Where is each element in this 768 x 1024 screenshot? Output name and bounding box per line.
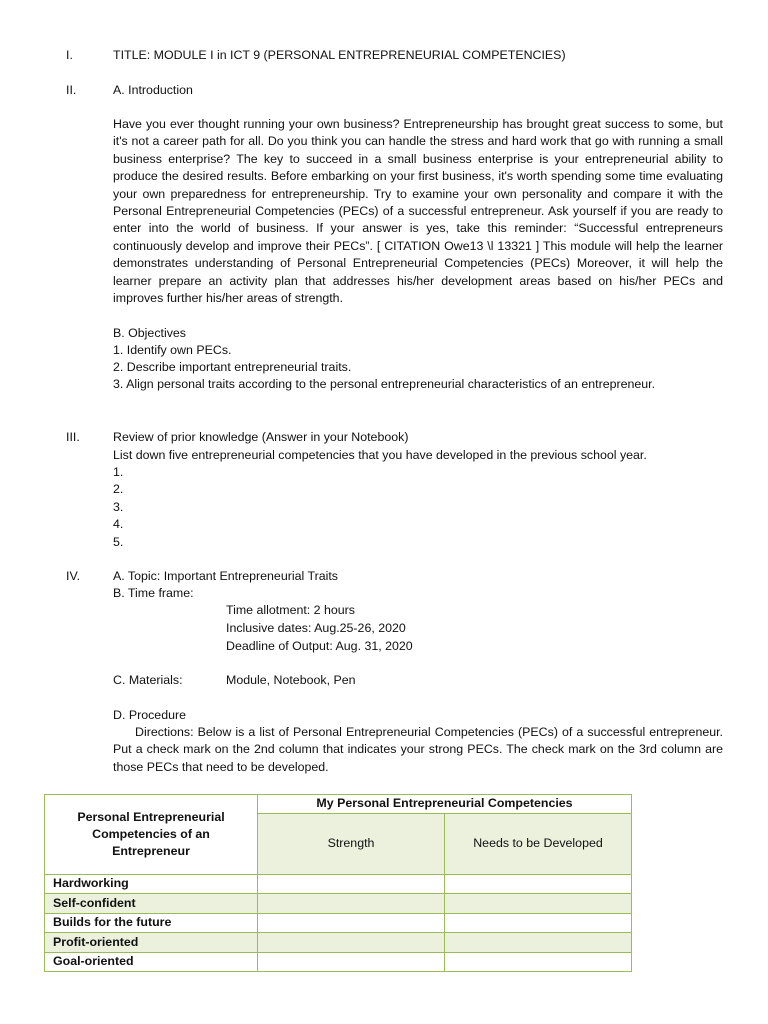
pec-table <box>44 794 632 972</box>
answer-blank: 1. <box>113 465 124 479</box>
needs-development-check-cell[interactable] <box>445 875 632 894</box>
col1-header: Personal Entrepreneurial Competencies of an Entrepreneur <box>45 795 258 875</box>
table-row <box>45 875 632 894</box>
review-instruction: List down five entrepreneurial competencies that you have developed in the previous school year. <box>113 448 647 462</box>
answer-blank: 5. <box>113 535 124 549</box>
time-allotment: Time allotment: 2 hours <box>226 603 356 617</box>
needs-development-header: Needs to be Developed <box>445 814 632 875</box>
materials-value: Module, Notebook, Pen <box>226 673 356 687</box>
introduction-heading: A. Introduction <box>113 83 193 97</box>
objective-item: 3. Align personal traits according to the personal entrepreneurial characteristics of an entrepreneur. <box>113 377 656 391</box>
strength-header: Strength <box>258 814 445 875</box>
directions-paragraph: Directions: Below is a list of Personal Entrepreneurial Competencies (PECs) of a successful entrepreneur. Put a check mark on the 2nd column that indicates your strong PECs. The check mark on the 3rd column are those PECs that need to be developed. <box>113 725 723 774</box>
section-4-numeral: IV. <box>66 569 81 583</box>
table-row <box>45 894 632 913</box>
strength-check-cell[interactable] <box>258 875 445 894</box>
trait-cell: Hardworking <box>45 875 258 894</box>
section-2-numeral: II. <box>66 83 77 97</box>
review-heading: Review of prior knowledge (Answer in your Notebook) <box>113 430 409 444</box>
group-header: My Personal Entrepreneurial Competencies <box>258 795 632 814</box>
module-title: TITLE: MODULE I in ICT 9 (PERSONAL ENTREPRENEURIAL COMPETENCIES) <box>113 48 566 62</box>
timeframe-label: B. Time frame: <box>113 586 194 600</box>
needs-development-check-cell[interactable] <box>445 894 632 913</box>
objective-item: 2. Describe important entrepreneurial traits. <box>113 360 352 374</box>
answer-blank: 3. <box>113 500 124 514</box>
answer-blank: 2. <box>113 482 124 496</box>
table-row <box>45 913 632 932</box>
deadline: Deadline of Output: Aug. 31, 2020 <box>226 639 413 653</box>
strength-check-cell[interactable] <box>258 913 445 932</box>
introduction-paragraph: Have you ever thought running your own business? Entrepreneurship has brought great success to some, but it's not a career path for all. Do you think you can handle the stress and hard work that go with running a small business enterprise? The key to succeed in a small business enterprise is your entrepreneurial ability to produce the desired results. Before embarking on your first business, it's worth spending some time evaluating your own preparedness for entrepreneurship. Try to examine your own personality and compare it with the Personal Entrepreneurial Competencies (PECs) of a successful entrepreneur. Ask yourself if you are ready to enter into the world of business. If your answer is yes, take this reminder: “Successful entrepreneurs continuously develop and improve their PECs”. [ CITATION Owe13 \l 13321 ] This module will help the learner demonstrates understanding of Personal Entrepreneurial Competencies (PECs) Moreover, it will help the learner prepare an activity plan that addresses his/her development areas based on his/her PECs and improves further his/her areas of strength. <box>113 117 723 306</box>
inclusive-dates: Inclusive dates: Aug.25-26, 2020 <box>226 621 406 635</box>
trait-cell: Builds for the future <box>45 913 258 932</box>
trait-cell: Profit-oriented <box>45 933 258 952</box>
needs-development-check-cell[interactable] <box>445 913 632 932</box>
procedure-heading: D. Procedure <box>113 708 187 722</box>
objective-item: 1. Identify own PECs. <box>113 343 232 357</box>
section-3-numeral: III. <box>66 430 80 444</box>
table-row <box>45 933 632 952</box>
trait-cell: Goal-oriented <box>45 952 258 971</box>
section-1-numeral: I. <box>66 48 73 62</box>
strength-check-cell[interactable] <box>258 952 445 971</box>
trait-cell: Self-confident <box>45 894 258 913</box>
needs-development-check-cell[interactable] <box>445 933 632 952</box>
materials-label: C. Materials: <box>113 673 183 687</box>
strength-check-cell[interactable] <box>258 933 445 952</box>
needs-development-check-cell[interactable] <box>445 952 632 971</box>
topic-heading: A. Topic: Important Entrepreneurial Traits <box>113 569 338 583</box>
answer-blank: 4. <box>113 517 124 531</box>
objectives-heading: B. Objectives <box>113 326 186 340</box>
strength-check-cell[interactable] <box>258 894 445 913</box>
table-row <box>45 952 632 971</box>
